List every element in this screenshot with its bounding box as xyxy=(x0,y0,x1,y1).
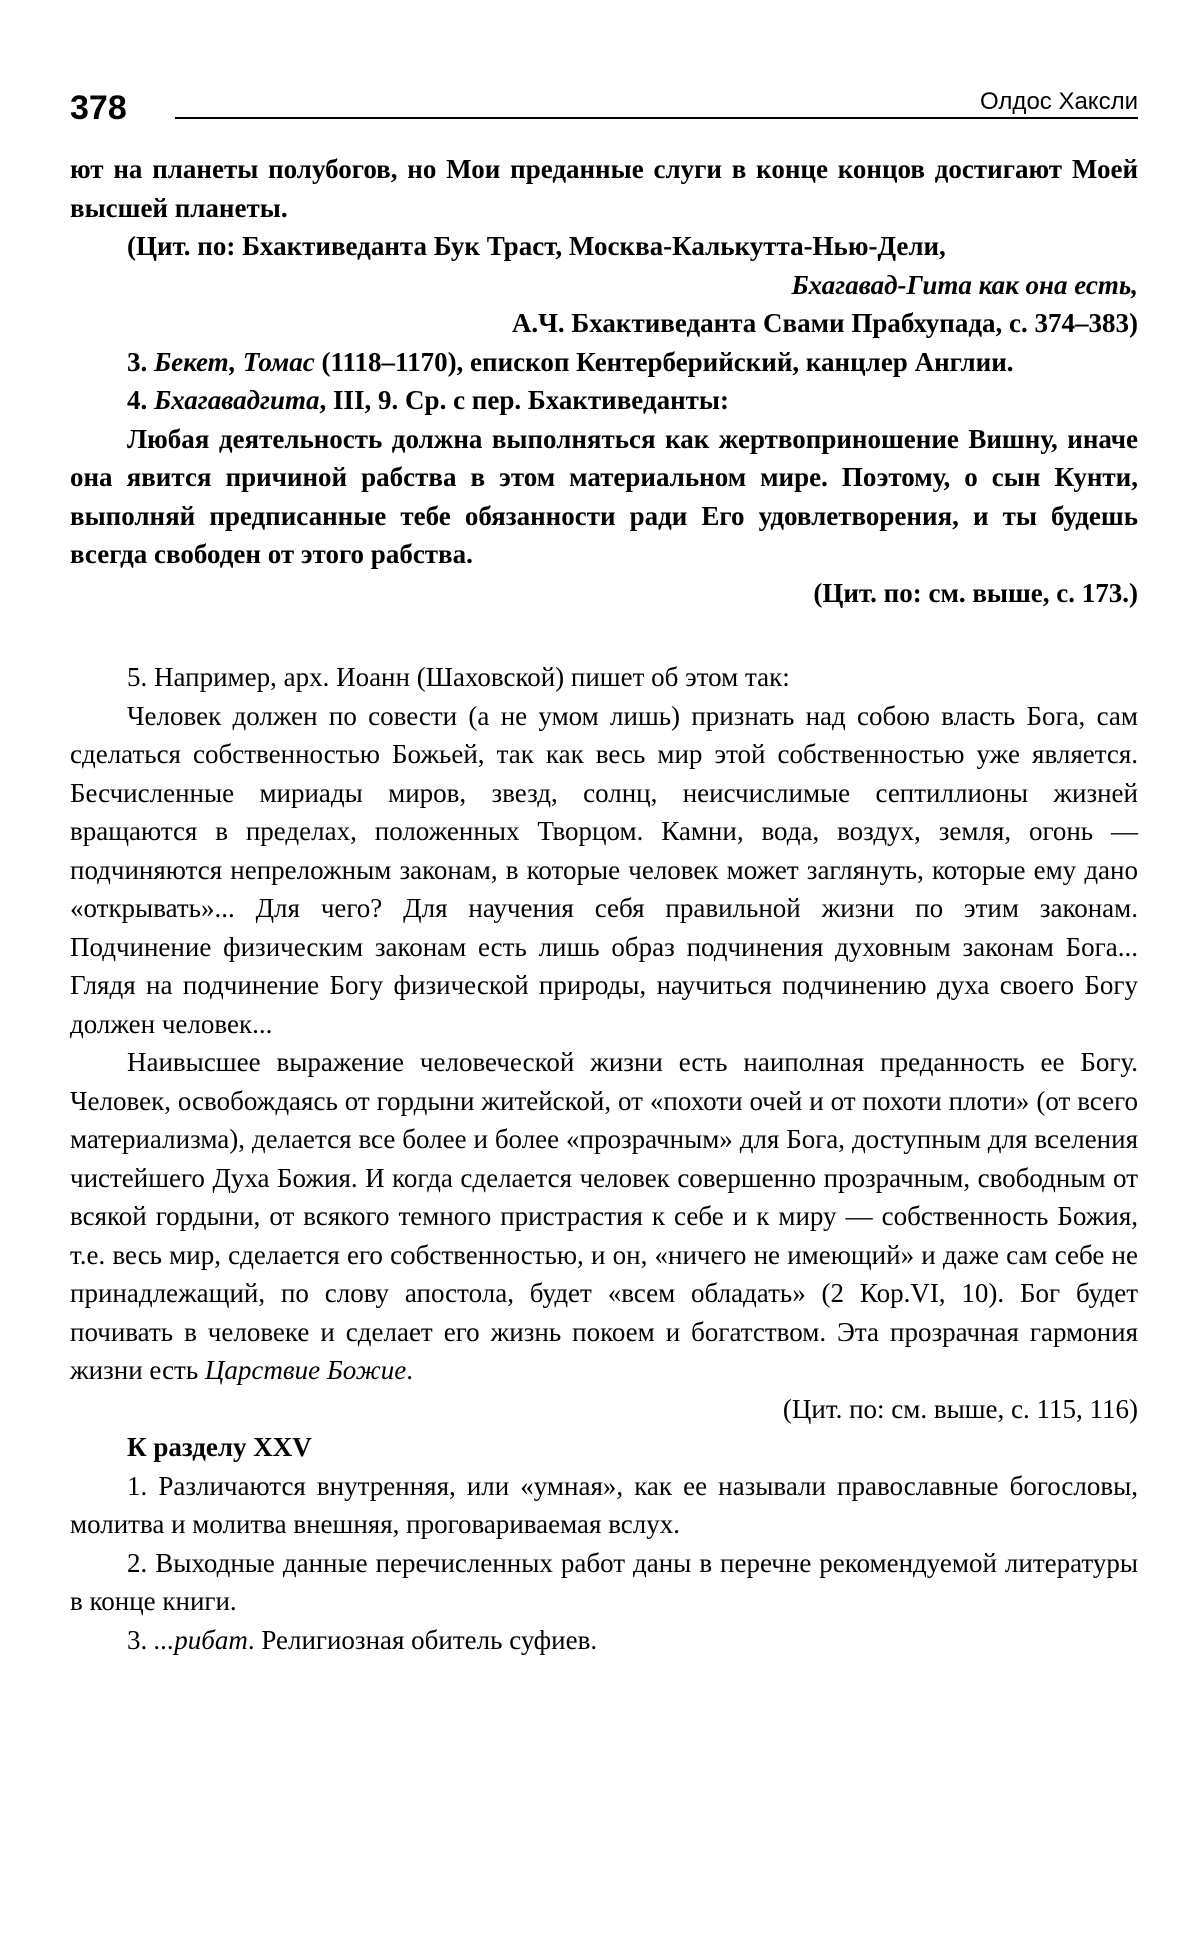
note-xxv-2: 2. Выходные данные перечисленных работ даны в перечне рекомендуемой литературы в конце книги. xyxy=(70,1547,1138,1616)
paragraph-gap xyxy=(70,612,1138,658)
page-number: 378 xyxy=(70,89,127,127)
header-rule xyxy=(175,117,1138,119)
notes-body xyxy=(70,150,1138,1659)
note-xxv-1: 1. Различаются внутренняя, или «умная», как ее называли православные богословы, молитва и молитва внешняя, проговариваемая вслух. xyxy=(70,1470,1138,1539)
note-4: 4. Бхагавадгита, III, 9. Ср. с пер. Бхактиведанты: xyxy=(127,385,729,415)
citation-author: А.Ч. Бхактиведанта Свами Прабхупада, с. 374–383) xyxy=(511,308,1138,338)
quotation-shakhovskoy-1: Человек должен по совести (а не умом лишь) признать над собою власть Бога, сам сделаться собственностью Божьей, так как весь мир этой собственностью уже является. Бесчисленные мириады миров, звезд, солнц, неисчислимые септиллионы жизней вращаются в пределах, положенных Творцом. Камни, вода, воздух, земля, огонь — подчиняются непреложным законам, в которые человек может заглянуть, которые ему дано «открывать»... Для чего? Для научения себя правильной жизни по этим законам. Подчинение физическим законам есть лишь образ подчинения духовным законам Бога... Глядя на подчинение Богу физической природы, научиться подчинению духа своего Богу должен человек... xyxy=(70,700,1138,1039)
citation-ref: (Цит. по: см. выше, с. 115, 116) xyxy=(782,1393,1138,1424)
citation-title: Бхагавад-Гита как она есть, xyxy=(791,269,1138,300)
note-continuation: ют на планеты полубогов, но Мои преданные слуги в конце концов достигают Моей высшей планеты. xyxy=(70,154,1138,223)
note-xxv-3: 3. ...рибат. Религиозная обитель суфиев. xyxy=(127,1624,598,1655)
citation-line: (Цит. по: Бхактиведанта Бук Траст, Москва-Калькутта-Нью-Дели, xyxy=(127,231,946,261)
section-heading: К разделу XXV xyxy=(127,1432,312,1462)
quotation-shakhovskoy-2: Наивысшее выражение человеческой жизни есть наиполная преданность ее Богу. Человек, освобождаясь от гордыни житейской, от «похоти очей и от похоти плоти» (от всего материализма), делается все более и более «прозрачным» для Бога, доступным для вселения чистейшего Духа Божия. И когда сделается человек совершенно прозрачным, свободным от всякой гордыни, от всякого темного пристрастия к себе и к миру — собственность Божия, т.е. весь мир, сделается его собственностью, и он, «ничего не имеющий» и даже сам себе не принадлежащий, по слову апостола, будет «всем обладать» (2 Кор.VI, 10). Бог будет почивать в человеке и сделает его жизнь покоем и богатством. Эта прозрачная гармония жизни есть Царствие Божие. xyxy=(70,1047,1138,1385)
quotation-gita: Любая деятельность должна выполняться как жертвоприношение Вишну, иначе она явится причиной рабства в этом материальном мире. Поэтому, о сын Кунти, выполняй предписанные тебе обязанности ради Его удовлетворения, и ты будешь всегда свободен от этого рабства. xyxy=(70,423,1138,569)
running-title: Олдос Хаксли xyxy=(970,88,1138,116)
page-header xyxy=(70,88,1138,128)
citation-ref: (Цит. по: см. выше, с. 173.) xyxy=(813,577,1138,608)
note-3: 3. Бекет, Томас (1118–1170), епископ Кентерберийский, канцлер Англии. xyxy=(127,346,1014,377)
note-5: 5. Например, арх. Иоанн (Шаховской) пишет об этом так: xyxy=(127,662,790,692)
